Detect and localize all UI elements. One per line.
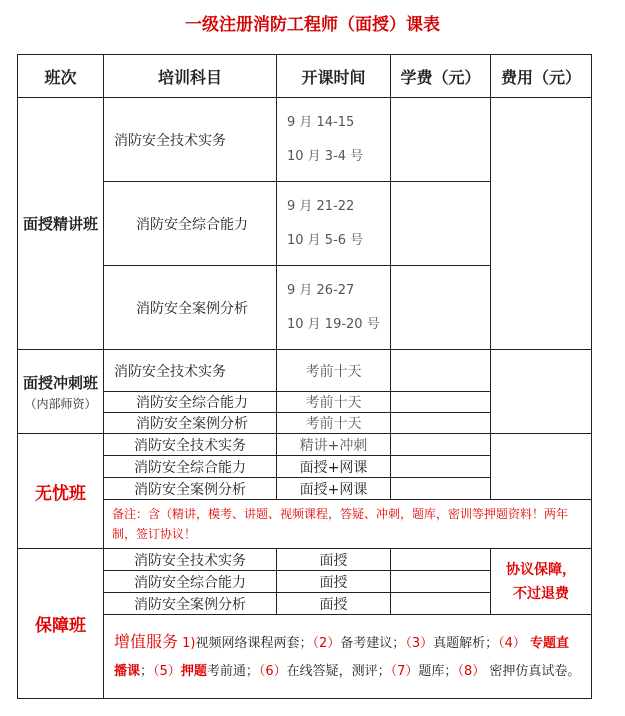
header-time: 开课时间: [277, 55, 391, 98]
tuition-cell: [391, 571, 491, 593]
tuition-cell: [391, 456, 491, 478]
subject-cell: 消防安全综合能力: [104, 456, 277, 478]
table-row: [18, 549, 592, 571]
tuition-cell: [391, 434, 491, 456]
tuition-cell: [391, 266, 491, 350]
subject-cell: 消防安全案例分析: [104, 413, 277, 434]
table-row: [18, 434, 592, 456]
table-row: [18, 350, 592, 392]
subject-cell: 消防安全综合能力: [104, 571, 277, 593]
time-cell: 面授+网课: [277, 478, 391, 500]
header-row: [18, 55, 592, 98]
time-cell: 面授: [277, 571, 391, 593]
time-cell: 精讲+冲刺: [277, 434, 391, 456]
tuition-cell: [391, 549, 491, 571]
subject-cell: 消防安全案例分析: [104, 593, 277, 615]
time-cell: 考前十天: [277, 350, 391, 392]
time-cell: 9 月 14-15 10 月 3-4 号: [277, 98, 391, 182]
subject-cell: 消防安全技术实务: [104, 350, 277, 392]
class-sprint: 面授冲刺班 （内部师资）: [18, 350, 104, 434]
tuition-cell: [391, 182, 491, 266]
page-title: 一级注册消防工程师（面授）课表: [185, 15, 440, 35]
tuition-cell: [391, 413, 491, 434]
table-row: [18, 615, 592, 699]
fee-cell: [491, 434, 592, 500]
subject-cell: 消防安全案例分析: [104, 266, 277, 350]
time-cell: 面授: [277, 549, 391, 571]
time-cell: 9 月 26-27 10 月 19-20 号: [277, 266, 391, 350]
fee-cell: [491, 350, 592, 434]
time-cell: 考前十天: [277, 392, 391, 413]
subject-cell: 消防安全综合能力: [104, 392, 277, 413]
tuition-cell: [391, 478, 491, 500]
header-fee: 费用（元）: [491, 55, 592, 98]
tuition-cell: [391, 593, 491, 615]
class-guarantee: 保障班: [18, 549, 104, 699]
tuition-cell: [391, 350, 491, 392]
subject-cell: 消防安全技术实务: [104, 434, 277, 456]
table-row: [18, 500, 592, 549]
remark-note: 备注：含（精讲，模考、讲题、视频课程，答疑、冲刺，题库，密训等押题资料！两年制，签订协议！: [104, 500, 592, 549]
guarantee-refund-note: 协议保障， 不过退费: [491, 549, 592, 615]
subject-cell: 消防安全技术实务: [104, 549, 277, 571]
time-cell: 面授+网课: [277, 456, 391, 478]
time-cell: 9 月 21-22 10 月 5-6 号: [277, 182, 391, 266]
table-row: [18, 98, 592, 182]
subject-cell: 消防安全综合能力: [104, 182, 277, 266]
header-class: 班次: [18, 55, 104, 98]
class-worry-free: 无忧班: [18, 434, 104, 549]
subject-cell: 消防安全技术实务: [104, 98, 277, 182]
header-subject: 培训科目: [104, 55, 277, 98]
tuition-cell: [391, 98, 491, 182]
value-added-services: 增值服务 1)视频网络课程两套；（2）备考建议；（3）真题解析；（4） 专题直播课；（5）押题考前通；（6）在线答疑，测评；（7）题库；（8） 密押仿真试卷。: [104, 615, 592, 699]
subject-cell: 消防安全案例分析: [104, 478, 277, 500]
class-intensive: 面授精讲班: [18, 98, 104, 350]
time-cell: 考前十天: [277, 413, 391, 434]
time-cell: 面授: [277, 593, 391, 615]
schedule-table: [17, 54, 592, 699]
tuition-cell: [391, 392, 491, 413]
fee-cell: [491, 98, 592, 350]
header-tuition: 学费（元）: [391, 55, 491, 98]
